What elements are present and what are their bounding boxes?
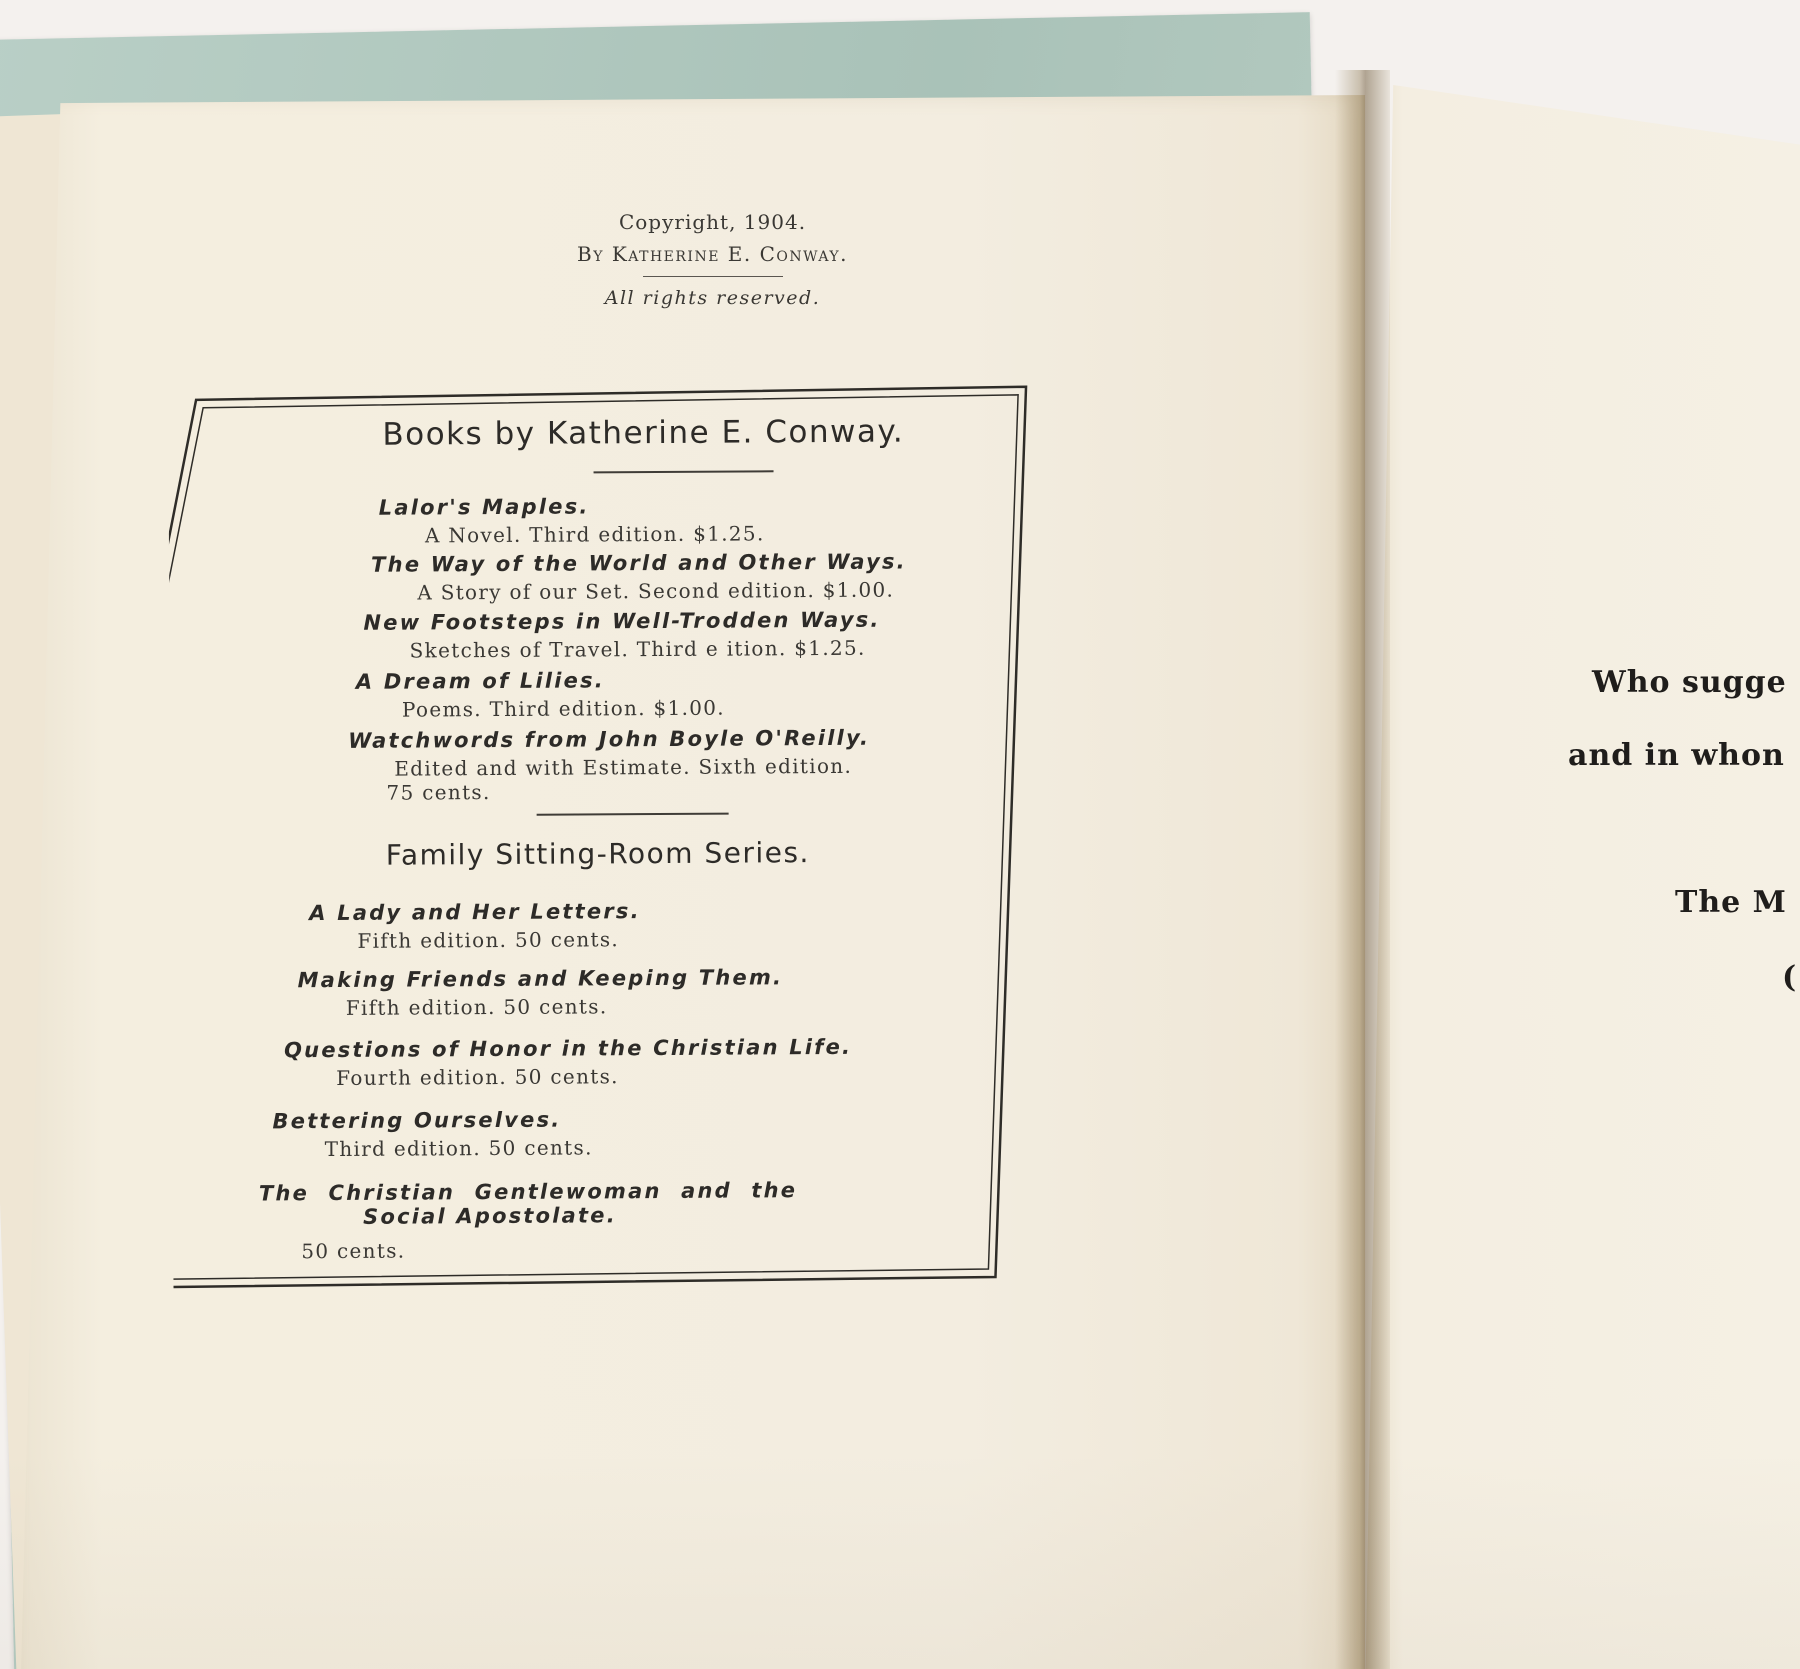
series-entry (259, 1178, 798, 1263)
book-title: Questions of Honor in the Christian Life. (283, 1034, 853, 1063)
book-detail: Fifth edition. 50 cents. (345, 994, 608, 1020)
book-title: Bettering Ourselves. (272, 1107, 562, 1134)
section-rule (537, 813, 729, 816)
page-shadow (0, 1450, 1800, 1669)
book-entry (348, 726, 870, 805)
rights-reserved: All rights reserved. (604, 287, 821, 309)
book-gutter (1335, 70, 1390, 1669)
dedication-line-3: The M (1675, 885, 1787, 920)
book-title: Watchwords from John Boyle O'Reilly. (348, 725, 871, 753)
book-title: Lalor's Maples. (378, 494, 590, 520)
book-title: The Christian Gentlewoman and the (258, 1178, 798, 1206)
series-entry (309, 899, 641, 953)
book-title: The Way of the World and Other Ways. (371, 549, 907, 577)
book-detail: Poems. Third edition. $1.00. (401, 695, 725, 722)
dedication-line-4: ( (1782, 960, 1798, 995)
dedication-line-2: and in whon (1568, 738, 1785, 773)
book-title: A Dream of Lilies. (355, 668, 606, 694)
book-title-continued: Social Apostolate. (363, 1203, 617, 1229)
ad-heading: Books by Katherine E. Conway. (382, 413, 905, 453)
book-price: 75 cents. (386, 780, 491, 805)
series-entry (284, 1035, 852, 1090)
book-detail: Fifth edition. 50 cents. (357, 927, 620, 953)
book-detail: Sketches of Travel. Third e ition. $1.25. (409, 635, 866, 663)
book-detail: Edited and with Estimate. Sixth edition. (394, 753, 853, 781)
copyright-notice (520, 210, 905, 309)
series-heading: Family Sitting-Room Series. (385, 836, 811, 872)
book-detail: 50 cents. (301, 1238, 406, 1264)
book-entry (371, 549, 907, 604)
heading-rule (594, 470, 774, 473)
book-detail: A Novel. Third edition. $1.25. (424, 521, 765, 548)
book-detail: Third edition. 50 cents. (324, 1135, 593, 1162)
book-detail: Fourth edition. 50 cents. (336, 1064, 619, 1090)
book-entry (356, 668, 725, 722)
copyright-rule (643, 276, 783, 277)
book-entry (379, 493, 765, 547)
book-detail: A Story of our Set. Second edition. $1.00. (417, 577, 895, 605)
series-entry (298, 965, 784, 1020)
copyright-author: By Katherine E. Conway. (577, 242, 848, 266)
copyright-year: Copyright, 1904. (618, 210, 807, 234)
book-title: New Footsteps in Well-Trodden Ways. (363, 607, 881, 635)
right-page (1365, 85, 1800, 1669)
dedication-line-1: Who sugge (1592, 665, 1787, 700)
book-title: A Lady and Her Letters. (309, 899, 641, 926)
books-advertisement (168, 379, 1044, 1319)
series-entry (272, 1107, 592, 1161)
book-title: Making Friends and Keeping Them. (297, 965, 784, 993)
book-entry (363, 608, 880, 663)
